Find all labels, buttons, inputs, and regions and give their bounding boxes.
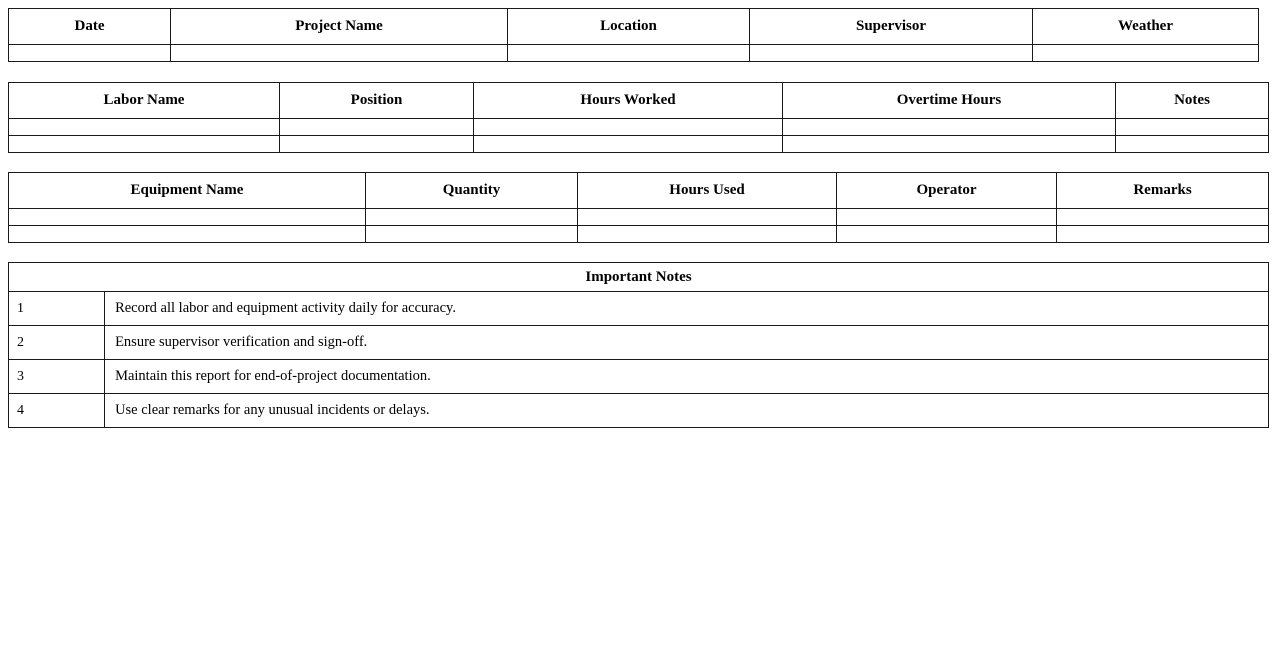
column-header-quantity: Quantity bbox=[366, 173, 578, 209]
cell-hours-used[interactable] bbox=[578, 209, 837, 226]
table-row bbox=[9, 292, 1269, 326]
note-text: Ensure supervisor verification and sign-off. bbox=[105, 326, 1269, 360]
cell-supervisor[interactable] bbox=[750, 45, 1033, 62]
cell-position[interactable] bbox=[280, 136, 474, 153]
column-header-hours-worked: Hours Worked bbox=[474, 83, 783, 119]
cell-operator[interactable] bbox=[837, 226, 1057, 243]
equipment-table bbox=[8, 172, 1269, 243]
cell-labor-name[interactable] bbox=[9, 119, 280, 136]
cell-project-name[interactable] bbox=[171, 45, 508, 62]
note-number: 3 bbox=[9, 360, 105, 394]
labor-table bbox=[8, 82, 1269, 153]
column-header-supervisor: Supervisor bbox=[750, 9, 1033, 45]
cell-weather[interactable] bbox=[1033, 45, 1259, 62]
equipment-header-row bbox=[9, 173, 1269, 209]
column-header-position: Position bbox=[280, 83, 474, 119]
cell-quantity[interactable] bbox=[366, 209, 578, 226]
important-notes-table bbox=[8, 262, 1269, 428]
cell-remarks[interactable] bbox=[1057, 209, 1269, 226]
cell-location[interactable] bbox=[508, 45, 750, 62]
cell-equipment-name[interactable] bbox=[9, 209, 366, 226]
column-header-equipment-name: Equipment Name bbox=[9, 173, 366, 209]
note-number: 4 bbox=[9, 394, 105, 428]
cell-labor-notes[interactable] bbox=[1116, 119, 1269, 136]
report-page bbox=[0, 8, 1278, 658]
cell-overtime-hours[interactable] bbox=[783, 119, 1116, 136]
table-row bbox=[9, 226, 1269, 243]
note-text: Maintain this report for end-of-project documentation. bbox=[105, 360, 1269, 394]
cell-hours-worked[interactable] bbox=[474, 119, 783, 136]
spacer-equipment-notes bbox=[0, 243, 1278, 262]
table-row bbox=[9, 360, 1269, 394]
spacer-labor-equipment bbox=[0, 153, 1278, 172]
column-header-project-name: Project Name bbox=[171, 9, 508, 45]
table-row bbox=[9, 326, 1269, 360]
table-row bbox=[9, 394, 1269, 428]
column-header-operator: Operator bbox=[837, 173, 1057, 209]
table-row bbox=[9, 136, 1269, 153]
note-number: 2 bbox=[9, 326, 105, 360]
cell-date[interactable] bbox=[9, 45, 171, 62]
column-header-weather: Weather bbox=[1033, 9, 1259, 45]
column-header-hours-used: Hours Used bbox=[578, 173, 837, 209]
cell-quantity[interactable] bbox=[366, 226, 578, 243]
note-number: 1 bbox=[9, 292, 105, 326]
cell-hours-used[interactable] bbox=[578, 226, 837, 243]
note-text: Record all labor and equipment activity daily for accuracy. bbox=[105, 292, 1269, 326]
table-row bbox=[9, 119, 1269, 136]
spacer-project-labor bbox=[0, 62, 1278, 82]
cell-equipment-name[interactable] bbox=[9, 226, 366, 243]
labor-header-row bbox=[9, 83, 1269, 119]
cell-hours-worked[interactable] bbox=[474, 136, 783, 153]
note-text: Use clear remarks for any unusual incidents or delays. bbox=[105, 394, 1269, 428]
important-notes-title: Important Notes bbox=[9, 263, 1269, 292]
column-header-overtime-hours: Overtime Hours bbox=[783, 83, 1116, 119]
cell-remarks[interactable] bbox=[1057, 226, 1269, 243]
cell-operator[interactable] bbox=[837, 209, 1057, 226]
cell-labor-notes[interactable] bbox=[1116, 136, 1269, 153]
table-row bbox=[9, 209, 1269, 226]
project-info-header-row bbox=[9, 9, 1259, 45]
important-notes-header-row bbox=[9, 263, 1269, 292]
cell-overtime-hours[interactable] bbox=[783, 136, 1116, 153]
column-header-remarks: Remarks bbox=[1057, 173, 1269, 209]
column-header-labor-name: Labor Name bbox=[9, 83, 280, 119]
cell-labor-name[interactable] bbox=[9, 136, 280, 153]
project-info-table bbox=[8, 8, 1259, 62]
table-row bbox=[9, 45, 1259, 62]
column-header-location: Location bbox=[508, 9, 750, 45]
column-header-date: Date bbox=[9, 9, 171, 45]
cell-position[interactable] bbox=[280, 119, 474, 136]
column-header-labor-notes: Notes bbox=[1116, 83, 1269, 119]
